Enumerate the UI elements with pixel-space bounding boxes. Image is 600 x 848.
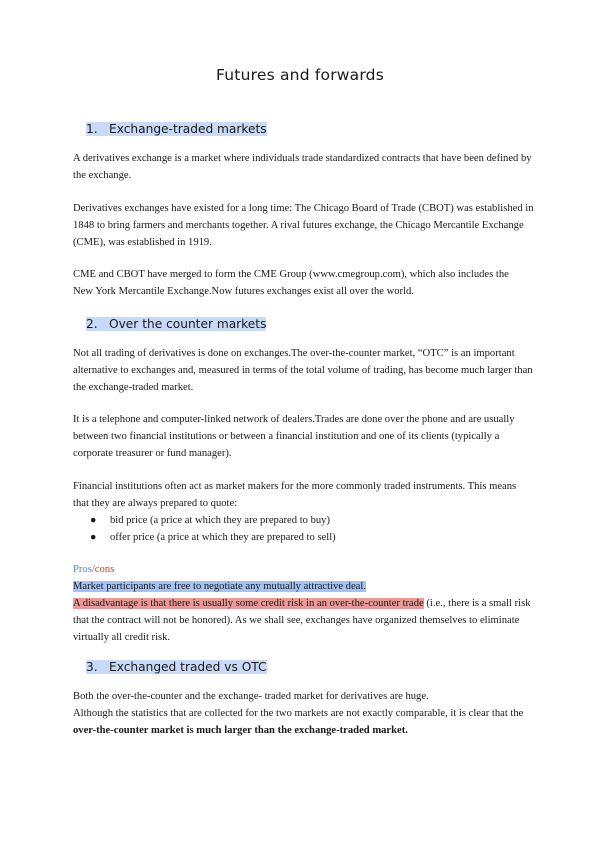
text-line: CME and CBOT have merged to form the CME Group (www.cmegroup.com), which also includes the <box>73 269 509 280</box>
section-number: 1. <box>86 122 98 136</box>
section-number: 2. <box>86 317 98 331</box>
list-item: ● offer price (a price at which they are prepared to sell) <box>90 529 390 546</box>
section-heading-3 <box>86 659 267 675</box>
list-item: ● bid price (a price at which they are prepared to buy) <box>90 512 390 529</box>
text-line: the exchange-traded market. <box>73 382 194 393</box>
section-heading-2 <box>86 316 266 332</box>
bullet-icon: ● <box>90 515 97 526</box>
paragraph <box>73 478 533 512</box>
section-number: 3. <box>86 660 98 674</box>
text-line: Financial institutions often act as market makers for the more commonly traded instruments. This means <box>73 481 517 492</box>
text-line: Both the over-the-counter and the exchange- traded market for derivatives are huge. <box>73 691 429 702</box>
emphasis-line: over-the-counter market is much larger than the exchange-traded market. <box>73 725 408 736</box>
text-line: that the contract will not be honored). As we shall see, exchanges have organized themselves to eliminate <box>73 615 520 626</box>
pros-cons-block <box>73 561 533 646</box>
pro-line: Market participants are free to negotiate any mutually attractive deal. <box>73 581 366 592</box>
text-line: that they are always prepared to quote: <box>73 498 238 509</box>
paragraph <box>73 150 533 184</box>
con-line: A disadvantage is that there is usually some credit risk in an over-the-counter trade (i.e., there is a small risk <box>73 598 531 609</box>
text-line: between two financial institutions or between a financial institution and one of its clients (typically a <box>73 431 500 442</box>
paragraph <box>73 411 533 462</box>
text-line: Although the statistics that are collected for the two markets are not exactly comparable, it is clear that the <box>73 708 524 719</box>
section-title: Exchanged traded vs OTC <box>109 660 267 674</box>
bullet-icon: ● <box>90 532 97 543</box>
document-title: Futures and forwards <box>216 66 384 84</box>
section-title: Exchange-traded markets <box>109 122 267 136</box>
text-line: It is a telephone and computer-linked network of dealers.Trades are done over the phone and are usually <box>73 414 515 425</box>
paragraph <box>73 345 533 396</box>
text-line: (CME), was established in 1919. <box>73 237 212 248</box>
text-line: virtually all credit risk. <box>73 632 171 643</box>
text-line: alternative to exchanges and, measured in terms of the total volume of trading, has become much larger than <box>73 365 533 376</box>
pros-cons-label: Pros/cons <box>73 564 115 575</box>
text-line: 1848 to bring farmers and merchants together. A rival futures exchange, the Chicago Mercantile Exchange <box>73 220 524 231</box>
text-line: Not all trading of derivatives is done on exchanges.The over-the-counter market, “OTC” is an important <box>73 348 515 359</box>
section-heading-1 <box>86 121 267 137</box>
text-line: Derivatives exchanges have existed for a long time: The Chicago Board of Trade (CBOT) was established in <box>73 203 534 214</box>
section-title: Over the counter markets <box>109 317 267 331</box>
paragraph <box>73 200 533 251</box>
text-line: the exchange. <box>73 170 132 181</box>
text-line: New York Mercantile Exchange.Now futures exchanges exist all over the world. <box>73 286 414 297</box>
paragraph <box>73 266 533 300</box>
text-line: A derivatives exchange is a market where individuals trade standardized contracts that have been defined by <box>73 153 532 164</box>
text-line: corporate treasurer or fund manager). <box>73 448 232 459</box>
paragraph <box>73 688 533 739</box>
